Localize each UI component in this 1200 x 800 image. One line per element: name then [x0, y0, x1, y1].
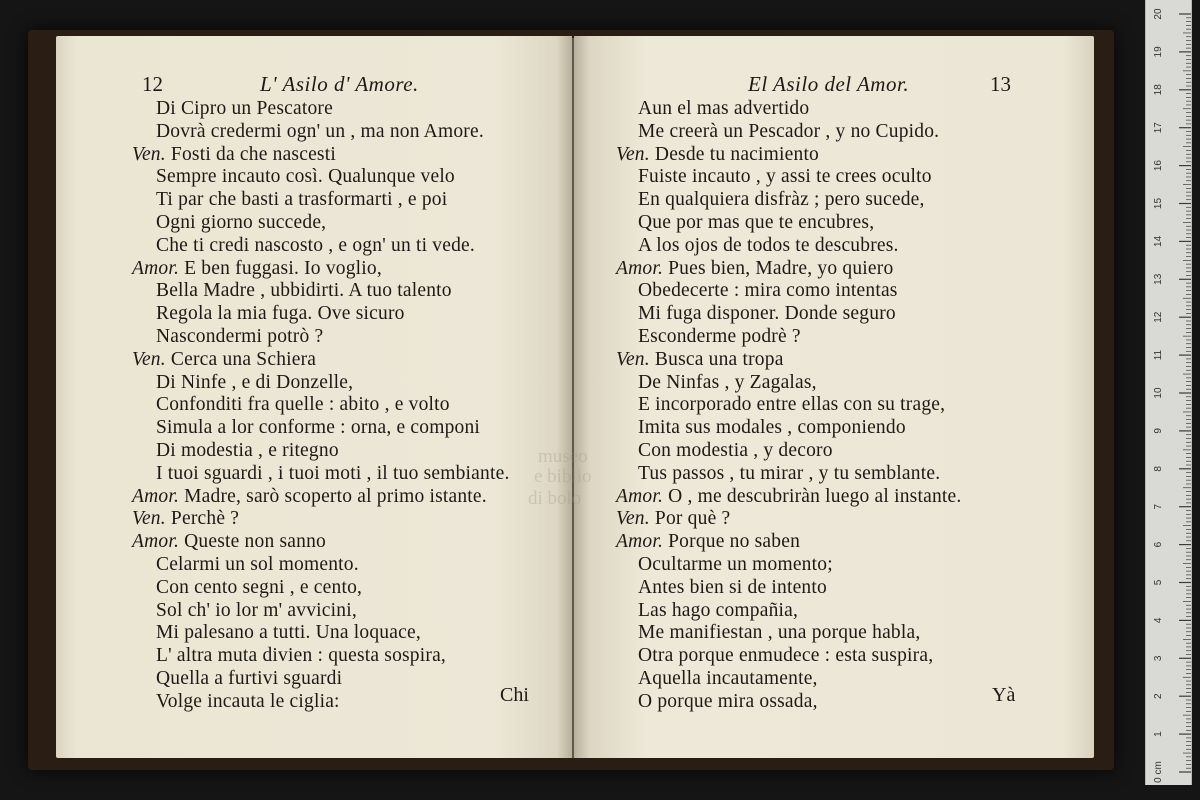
text-line	[638, 280, 898, 302]
verse-text: Antes bien si de intento	[638, 576, 827, 598]
verse-text: Tus passos , tu mirar , y tu semblante.	[638, 462, 941, 484]
ruler-label: 16	[1153, 160, 1164, 172]
verse-text: Pues bien, Madre, yo quiero	[668, 257, 894, 279]
verse-text: Que por mas que te encubres,	[638, 212, 875, 233]
speaker-label: Ven.	[616, 143, 650, 165]
ruler-label: 11	[1153, 349, 1164, 361]
verse-text: Bella Madre , ubbidirti. A tuo talento	[156, 280, 452, 302]
ruler-label: 19	[1153, 46, 1164, 58]
verse-text: Celarmi un sol momento.	[156, 554, 359, 575]
text-line	[616, 486, 961, 508]
watermark-line: di bolo	[528, 488, 582, 509]
text-line	[156, 668, 342, 690]
verse-text: Porque no saben	[668, 531, 801, 553]
verse-text: Desde tu nacimiento	[654, 143, 820, 165]
ruler-label: 17	[1153, 122, 1164, 134]
ruler-label: 1	[1153, 731, 1164, 737]
speaker-label: Amor.	[132, 257, 180, 279]
text-line	[638, 212, 874, 234]
verse-text: Sempre incauto così. Qualunque velo	[156, 166, 455, 188]
text-line	[638, 600, 798, 622]
verse-text: Con modestia , y decoro	[638, 440, 833, 461]
text-line	[132, 349, 316, 371]
ruler-label: 13	[1153, 273, 1164, 285]
verse-text: Las hago compañia,	[638, 599, 799, 621]
text-line	[638, 326, 801, 348]
verse-text: I tuoi sguardi , i tuoi moti , il tuo sembiante.	[156, 462, 510, 484]
speaker-label: Amor.	[616, 531, 664, 553]
verse-text: Busca una tropa	[654, 348, 784, 370]
ruler-label: 2	[1153, 693, 1164, 699]
text-line	[156, 235, 475, 257]
ruler-label: 7	[1153, 503, 1164, 510]
ruler-label: 20	[1153, 8, 1164, 20]
ruler-label: 8	[1153, 466, 1164, 472]
text-line	[156, 98, 333, 120]
text-line	[638, 668, 818, 690]
text-line	[638, 372, 817, 394]
text-line	[616, 349, 784, 371]
verse-text: Confonditi fra quelle : abito , e volto	[156, 394, 450, 416]
speaker-label: Amor.	[616, 257, 664, 279]
ruler-label: 0 cm	[1153, 761, 1164, 783]
text-line	[156, 372, 353, 394]
measurement-ruler	[1145, 0, 1192, 785]
watermark-line: e biblio	[534, 466, 592, 487]
verse-text: Di Ninfe , e di Donzelle,	[156, 371, 354, 393]
ruler-label: 14	[1153, 235, 1164, 247]
text-line	[156, 417, 480, 439]
text-line	[638, 440, 833, 462]
text-line	[156, 600, 357, 622]
text-line	[132, 531, 326, 553]
left-running-head: L' Asilo d' Amore.	[260, 72, 419, 96]
text-line	[132, 508, 239, 530]
verse-text: Regola la mia fuga. Ove sicuro	[156, 303, 405, 325]
text-line	[638, 622, 920, 644]
text-line	[156, 554, 359, 576]
verse-text: Imita sus modales , componiendo	[638, 417, 906, 439]
speaker-label: Ven.	[616, 348, 650, 370]
left-catchword: Chi	[500, 684, 529, 706]
text-line	[638, 166, 932, 188]
text-line	[638, 554, 833, 576]
left-page	[56, 36, 572, 758]
verse-text: En qualquiera disfràz ; pero sucede,	[638, 189, 925, 211]
verse-text: Queste non sanno	[184, 531, 326, 553]
ruler-label: 10	[1153, 387, 1164, 399]
text-line	[156, 691, 340, 713]
text-line	[638, 691, 818, 713]
speaker-label: Amor.	[132, 485, 180, 507]
verse-text: Mi palesano a tutti. Una loquace,	[156, 622, 421, 644]
ruler-label: 4	[1153, 617, 1164, 624]
text-line	[156, 645, 446, 667]
speaker-label: Amor.	[132, 531, 180, 553]
speaker-label: Ven.	[132, 348, 166, 370]
left-page-number: 12	[142, 72, 163, 96]
verse-text: Dovrà credermi ogn' un , ma non Amore.	[156, 120, 484, 142]
text-line	[156, 189, 447, 211]
text-line	[616, 258, 893, 280]
verse-text: O , me descubriràn luego al instante.	[668, 485, 962, 507]
verse-text: Fuiste incauto , y assi te crees oculto	[638, 166, 932, 188]
ruler-label: 5	[1153, 579, 1164, 586]
text-line	[638, 235, 899, 257]
ruler-label: 3	[1153, 655, 1164, 662]
speaker-label: Ven.	[132, 143, 166, 165]
verse-text: Di modestia , e ritegno	[156, 440, 339, 461]
verse-text: Quella a furtivi sguardi	[156, 668, 343, 689]
verse-text: Fosti da che nascesti	[170, 143, 336, 165]
verse-text: Ogni giorno succede,	[156, 212, 327, 233]
text-line	[638, 121, 939, 143]
text-line	[638, 577, 827, 599]
speaker-label: Amor.	[616, 485, 664, 507]
speaker-label: Ven.	[132, 508, 166, 530]
right-page	[528, 36, 1094, 758]
text-line	[638, 98, 809, 120]
verse-text: Madre, sarò scoperto al primo istante.	[184, 485, 487, 507]
text-line	[156, 166, 455, 188]
ruler-label: 9	[1153, 428, 1164, 434]
text-line	[156, 280, 452, 302]
verse-text: Nascondermi potrò ?	[156, 326, 324, 347]
verse-text: Me manifiestan , una porque habla,	[638, 622, 921, 644]
ruler-label: 6	[1153, 541, 1164, 548]
text-line	[156, 440, 339, 462]
verse-text: Sol ch' io lor m' avvicini,	[156, 599, 357, 621]
text-line	[156, 622, 421, 644]
verse-text: Di Cipro un Pescatore	[156, 98, 333, 119]
right-running-head: El Asilo del Amor.	[748, 72, 910, 96]
verse-text: Che ti credi nascosto , e ogn' un ti vede.	[156, 234, 475, 256]
verse-text: Ti par che basti a trasformarti , e poi	[156, 189, 448, 211]
text-line	[156, 303, 405, 325]
text-line	[638, 417, 906, 439]
text-line	[616, 508, 730, 530]
ruler-label: 15	[1153, 197, 1164, 210]
verse-text: Volge incauta le ciglia:	[156, 690, 340, 712]
text-line	[132, 144, 336, 166]
text-line	[132, 258, 382, 280]
verse-text: O porque mira ossada,	[638, 690, 818, 712]
watermark-line: museo	[538, 446, 588, 467]
text-line	[156, 394, 450, 416]
verse-text: Simula a lor conforme : orna, e componi	[156, 417, 481, 439]
speaker-label: Ven.	[616, 508, 650, 530]
verse-text: E ben fuggasi. Io voglio,	[184, 257, 382, 279]
verse-text: Aun el mas advertido	[638, 98, 810, 119]
verse-text: Esconderme podrè ?	[638, 326, 801, 347]
ruler-scale	[1146, 0, 1191, 785]
verse-text: Me creerà un Pescador , y no Cupido.	[638, 120, 940, 142]
text-line	[156, 212, 326, 234]
text-line	[156, 121, 484, 143]
verse-text: Obedecerte : mira como intentas	[638, 280, 898, 302]
verse-text: L' altra muta divien : questa sospira,	[156, 645, 446, 667]
text-line	[638, 645, 933, 667]
ruler-label: 12	[1153, 311, 1164, 323]
text-line	[132, 486, 487, 508]
text-line	[638, 189, 925, 211]
text-line	[616, 144, 819, 166]
right-page-number: 13	[990, 72, 1011, 96]
verse-text: De Ninfas , y Zagalas,	[638, 371, 817, 393]
text-line	[156, 463, 510, 485]
verse-text: Mi fuga disponer. Donde seguro	[638, 303, 896, 325]
text-line	[638, 303, 896, 325]
verse-text: Con cento segni , e cento,	[156, 576, 363, 598]
verse-text: E incorporado entre ellas con su trage,	[638, 394, 946, 416]
text-line	[638, 463, 940, 485]
verse-text: Por què ?	[654, 508, 731, 530]
text-line	[638, 394, 945, 416]
verse-text: Aquella incautamente,	[638, 668, 818, 689]
text-line	[156, 577, 362, 599]
verse-text: A los ojos de todos te descubres.	[638, 234, 899, 256]
verse-text: Perchè ?	[170, 508, 240, 530]
verse-text: Cerca una Schiera	[170, 348, 317, 370]
right-catchword: Yà	[992, 684, 1016, 706]
verse-text: Otra porque enmudece : esta suspira,	[638, 645, 934, 667]
verse-text: Ocultarme un momento;	[638, 554, 833, 575]
ruler-label: 18	[1153, 84, 1164, 96]
text-line	[616, 531, 800, 553]
text-line	[156, 326, 323, 348]
